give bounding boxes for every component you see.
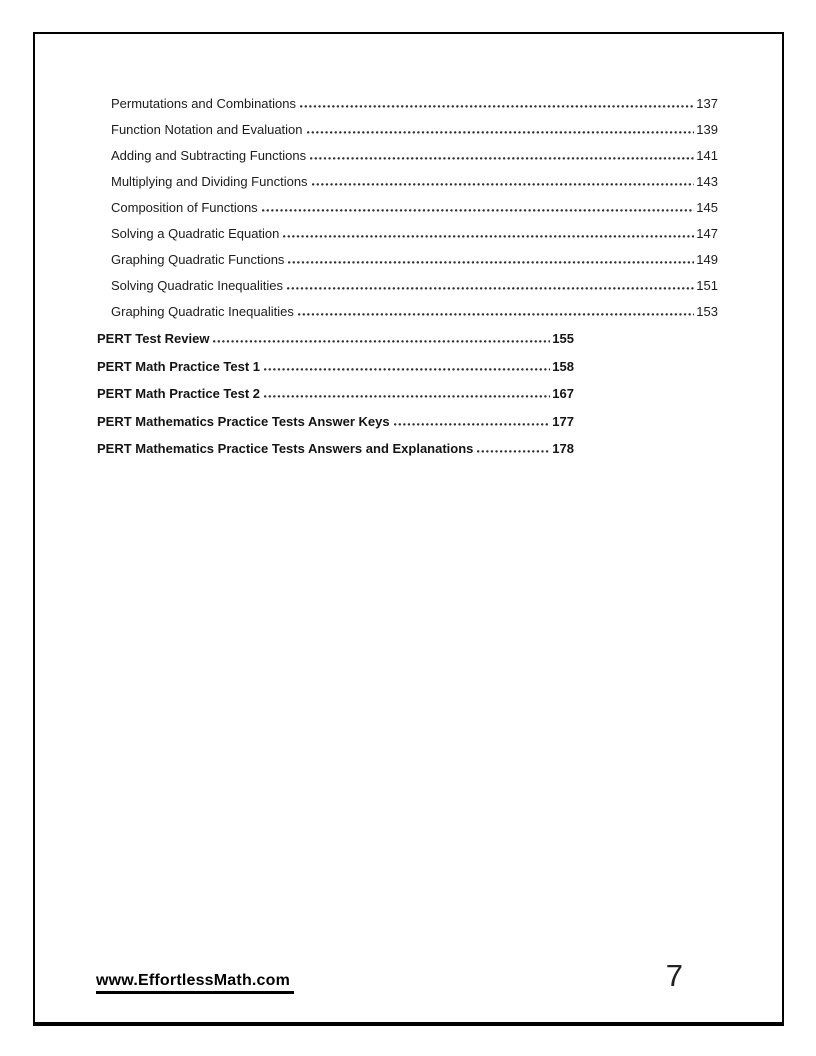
toc-entry-title: Graphing Quadratic Inequalities [111, 304, 294, 319]
toc-entry [97, 353, 574, 381]
dot-leader [310, 157, 694, 160]
toc-subsection-list [35, 91, 782, 325]
dot-leader [213, 340, 550, 343]
toc-entry-page-number: 167 [552, 386, 574, 401]
toc-entry-title: Graphing Quadratic Functions [111, 252, 285, 267]
toc-entry-title: Multiplying and Dividing Functions [111, 174, 308, 189]
toc-entry [111, 299, 718, 325]
toc-entry-title: PERT Math Practice Test 2 [97, 386, 261, 401]
toc-entry-title: Adding and Subtracting Functions [111, 148, 307, 163]
toc-entry-page-number: 145 [696, 200, 718, 215]
toc-entry-title: Composition of Functions [111, 200, 258, 215]
toc-entry-page-number: 178 [552, 441, 574, 456]
toc-entry-page-number: 158 [552, 358, 574, 374]
dot-leader [283, 235, 694, 238]
toc-entry [111, 221, 718, 247]
toc-entry [111, 169, 718, 195]
page-border-frame [33, 32, 784, 1026]
toc-entry-page-number: 151 [696, 278, 718, 293]
toc-section-list [35, 325, 782, 463]
dot-leader [477, 450, 550, 453]
toc-entry-title: Solving Quadratic Inequalities [111, 278, 283, 293]
toc-entry-title: Function Notation and Evaluation [111, 122, 303, 137]
table-of-contents [35, 91, 782, 463]
toc-entry-page-number: 155 [552, 331, 574, 346]
dot-leader [262, 209, 695, 212]
dot-leader [312, 183, 695, 186]
dot-leader [300, 105, 694, 108]
toc-entry-title: PERT Mathematics Practice Tests Answer Keys [97, 413, 390, 429]
dot-leader [287, 287, 694, 290]
toc-entry-title: PERT Test Review [97, 331, 210, 346]
toc-entry [97, 325, 574, 353]
dot-leader [298, 313, 694, 316]
toc-entry-title: PERT Mathematics Practice Tests Answers and Explanations [97, 441, 474, 456]
dot-leader [394, 423, 551, 426]
toc-entry [111, 117, 718, 143]
dot-leader [264, 395, 550, 398]
website-link[interactable]: www.EffortlessMath.com [96, 972, 294, 994]
toc-entry-page-number: 137 [696, 96, 718, 111]
toc-entry [111, 143, 718, 169]
toc-entry-title: Solving a Quadratic Equation [111, 226, 280, 241]
toc-entry [111, 273, 718, 299]
toc-entry [97, 380, 574, 408]
dot-leader [288, 261, 694, 264]
dot-leader [264, 368, 550, 371]
toc-entry-page-number: 147 [696, 226, 718, 241]
toc-entry-page-number: 149 [696, 252, 718, 267]
toc-entry [97, 435, 574, 463]
toc-entry-page-number: 141 [696, 148, 718, 163]
toc-entry-page-number: 177 [552, 413, 574, 429]
toc-entry-page-number: 153 [696, 304, 718, 319]
toc-entry [97, 408, 574, 436]
toc-entry-title: Permutations and Combinations [111, 96, 296, 111]
toc-entry-title: PERT Math Practice Test 1 [97, 358, 261, 374]
dot-leader [307, 131, 695, 134]
toc-entry-page-number: 143 [696, 174, 718, 189]
toc-entry-page-number: 139 [696, 122, 718, 137]
page-number: 7 [665, 958, 683, 993]
toc-entry [111, 91, 718, 117]
toc-entry [111, 247, 718, 273]
toc-entry [111, 195, 718, 221]
